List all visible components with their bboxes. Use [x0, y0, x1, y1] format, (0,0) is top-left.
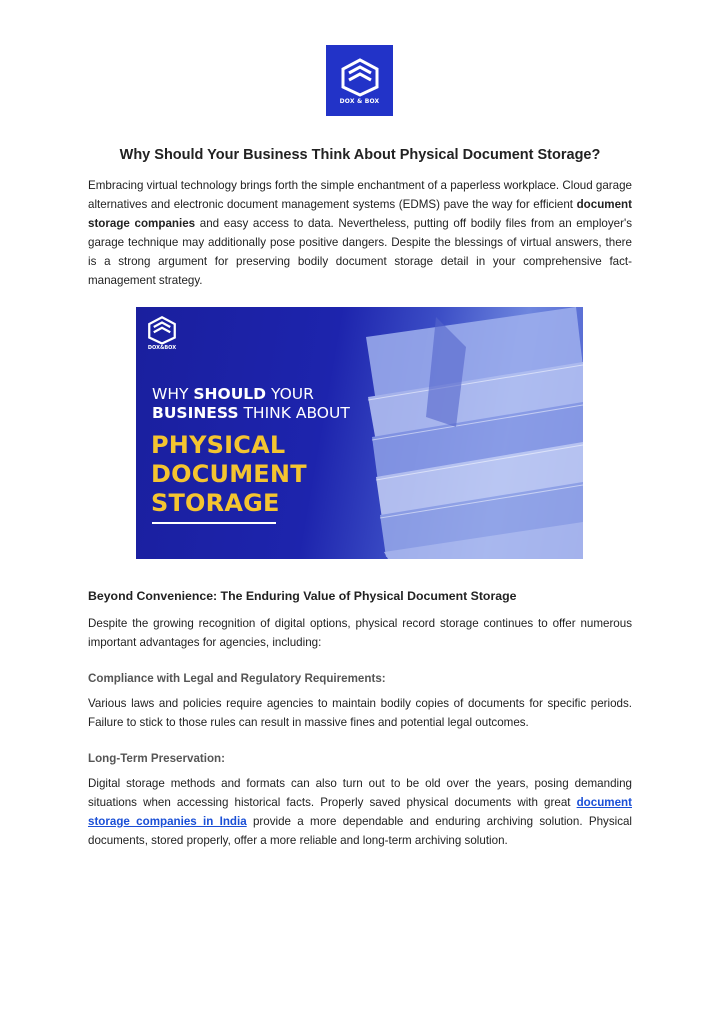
section-heading-compliance: Compliance with Legal and Regulatory Requirements:	[88, 672, 386, 685]
preservation-text-1: Digital storage methods and formats can also turn out to be old over the years, posing demanding situations when accessing historical facts. Properly saved physical documents with great	[88, 777, 632, 809]
logo-text: DOX & BOX	[339, 97, 380, 105]
brand-logo	[326, 45, 393, 116]
intro-bold-text: document storage companies	[88, 198, 632, 230]
preservation-text-2: provide a more dependable and enduring archiving solution. Physical documents, stored properly, offer a more reliable and long-term archiving solution.	[88, 815, 633, 847]
hero-logo-text: DOX&BOX	[147, 345, 177, 351]
hero-headline-line1	[152, 385, 314, 403]
page-title: Why Should Your Business Think About Physical Document Storage?	[119, 147, 601, 163]
hero-text: THINK ABOUT	[238, 404, 350, 422]
intro-text-2: and easy access to data. Nevertheless, putting off bodily files from an employer's garage technique may additionally pose positive dangers. Despite the blessings of virtual answers, there is a strong argument for preserving bodily document storage detail in your comprehensive fact-management strategy.	[88, 217, 632, 287]
document-storage-india-link[interactable]: document storage companies in India	[88, 796, 632, 828]
section-paragraph-compliance: Various laws and policies require agencies to maintain bodily copies of documents for specific periods. Failure to stick to those rules can result in massive fines and potential legal outcomes.	[88, 697, 632, 729]
hero-big-text-1: PHYSICAL	[151, 431, 286, 459]
hero-headline-line2	[152, 404, 350, 422]
hero-text: YOUR	[266, 385, 314, 403]
hero-text-bold: BUSINESS	[152, 404, 239, 422]
hero-big-text-3: STORAGE	[151, 489, 280, 517]
hero-banner-image	[136, 307, 583, 559]
hero-text-bold: SHOULD	[193, 385, 267, 403]
box-icon	[340, 57, 380, 97]
hero-logo	[144, 315, 180, 355]
section-paragraph-enduring-value: Despite the growing recognition of digital options, physical record storage continues to offer numerous important advantages for agencies, including:	[88, 617, 632, 649]
intro-paragraph	[88, 176, 632, 290]
section-heading-preservation: Long-Term Preservation:	[88, 752, 226, 765]
section-paragraph-preservation	[88, 774, 632, 850]
hero-text: WHY	[152, 385, 194, 403]
section-heading-enduring-value: Beyond Convenience: The Enduring Value of Physical Document Storage	[88, 589, 517, 603]
hero-divider	[152, 522, 276, 524]
hero-big-text-2: DOCUMENT	[151, 460, 307, 488]
intro-text-1: Embracing virtual technology brings forth the simple enchantment of a paperless workplace. Cloud garage alternatives and electronic document management systems (EDMS) pave the way for efficient	[88, 179, 632, 211]
box-icon	[147, 315, 177, 345]
